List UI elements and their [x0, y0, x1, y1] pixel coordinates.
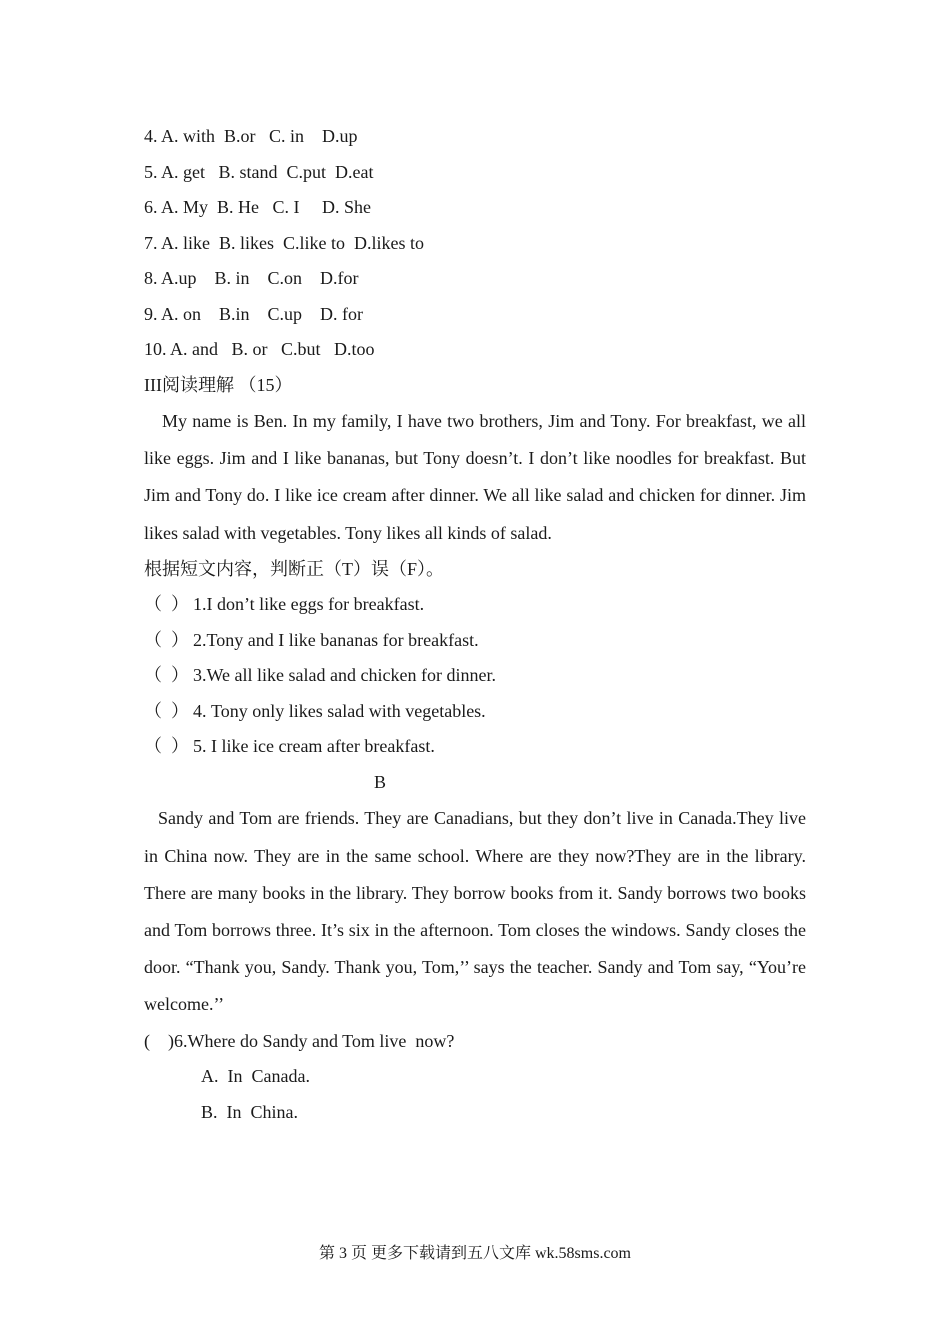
question-text: 6.Where do Sandy and Tom live now? [174, 1030, 455, 1051]
tf-item-text: 1.I don’t like eggs for breakfast. [193, 594, 425, 615]
instruction: 根据短文内容，判断正（T）误（F）。 [144, 558, 445, 579]
answer-blank[interactable]: （ ） [144, 700, 189, 721]
option-line-10: 10. A. and B. or C.but D.too [144, 339, 375, 359]
option-line-6: 6. A. My B. He C. I D. She [144, 197, 372, 217]
passage-a: My name is Ben. In my family, I have two brothers, Jim and Tony. For breakfast, we all like eggs. Jim and I like bananas, but Tony doesn’t. I don’t like noodles for breakfast. But Jim and Tony do. I like ice cream after dinner. We all like salad and chicken for dinner. Jim likes salad with vegetables. Tony likes all kinds of salad. [144, 411, 806, 543]
tf-item-text: 4. Tony only likes salad with vegetables. [193, 700, 486, 721]
option-line-8: 8. A.up B. in C.on D.for [144, 268, 359, 288]
passage-b: Sandy and Tom are friends. They are Canadians, but they don’t live in Canada.They live in China now. They are in the same school. Where are they now?They are in the library. There are many books in the library. They borrow books from it. Sandy borrows two books and Tom borrows three. It’s six in the afternoon. Tom closes the windows. Sandy closes the door. “Thank you, Sandy. Thank you, Tom,’’ says the teacher. Sandy and Tom say, “You’re welcome.’’ [144, 808, 806, 1015]
page-footer: 第 3 页 更多下载请到五八文库 wk.58sms.com [318, 1245, 631, 1262]
answer-blank[interactable]: （ ） [144, 736, 189, 757]
answer-blank[interactable]: （ ） [144, 594, 189, 615]
choice-b[interactable]: B. In China. [201, 1101, 298, 1122]
tf-item-text: 2.Tony and I like bananas for breakfast. [193, 629, 479, 650]
section-title: III阅读理解 （15） [144, 374, 293, 395]
tf-item-text: 3.We all like salad and chicken for dinner. [193, 665, 496, 686]
tf-item-3 [144, 658, 806, 694]
tf-item-2 [144, 623, 806, 659]
tf-item-5 [144, 729, 806, 765]
answer-blank[interactable]: （ ） [144, 665, 189, 686]
option-line-7: 7. A. like B. likes C.like to D.likes to [144, 232, 424, 253]
part-b-label: B [373, 771, 386, 792]
answer-blank[interactable]: （ ） [144, 629, 189, 650]
tf-item-text: 5. I like ice cream after breakfast. [193, 736, 435, 757]
choice-a[interactable]: A. In Canada. [201, 1066, 310, 1087]
answer-blank[interactable]: ( ) [144, 1030, 174, 1051]
question-6 [144, 1024, 806, 1060]
option-line-5: 5. A. get B. stand C.put D.eat [144, 161, 374, 182]
document-page [144, 119, 806, 1130]
option-line-9: 9. A. on B.in C.up D. for [144, 303, 364, 324]
option-line-4: 4. A. with B.or C. in D.up [144, 126, 358, 146]
tf-item-1 [144, 587, 806, 623]
tf-item-4 [144, 694, 806, 730]
